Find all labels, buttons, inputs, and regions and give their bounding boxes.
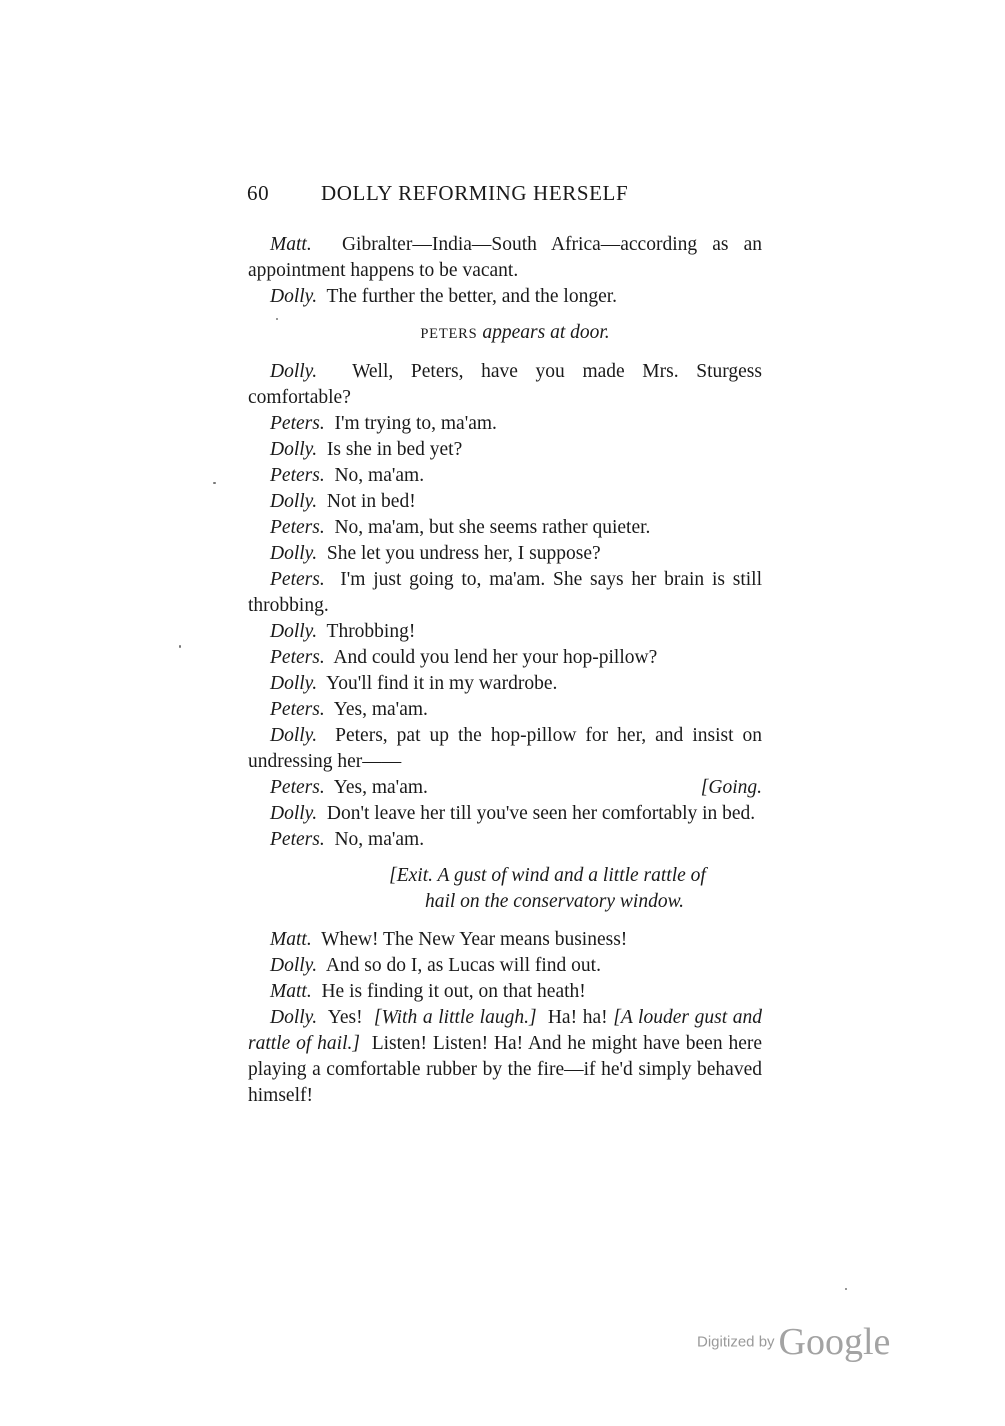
- speech-line: [248, 671, 762, 697]
- speaker-name: Dolly.: [270, 491, 318, 512]
- speech-text: Listen! Listen! Ha! And he might have been here playing a comfortable rubber by the fire—if he'd simply behaved himself!: [248, 1033, 762, 1106]
- speech-line: [248, 284, 762, 310]
- speech-text: Throbbing!: [326, 621, 416, 642]
- speaker-name: Peters.: [270, 569, 325, 590]
- running-header: [247, 181, 767, 206]
- speaker-name: Dolly.: [270, 621, 318, 642]
- speech-text: Yes, ma'am.: [333, 777, 428, 798]
- speaker-name: Matt.: [270, 981, 312, 1002]
- speech-line: [248, 927, 762, 953]
- page-number: 60: [247, 181, 270, 205]
- speaker-name: Peters.: [270, 777, 325, 798]
- speech-line: [248, 723, 762, 775]
- speech-line: [248, 359, 762, 411]
- speech-text: He is finding it out, on that heath!: [321, 981, 586, 1002]
- speech-line: [248, 437, 762, 463]
- speech-text: Yes, ma'am.: [333, 699, 428, 720]
- speech-text: Whew! The New Year means business!: [321, 929, 628, 950]
- scan-speck: [213, 482, 216, 484]
- speaker-name: Matt.: [270, 234, 312, 255]
- speaker-name: Dolly.: [270, 955, 318, 976]
- stage-direction-name: PETERS: [420, 326, 478, 342]
- scan-speck: [179, 645, 181, 648]
- speech-text: And so do I, as Lucas will find out.: [325, 955, 601, 976]
- speech-line: [248, 697, 762, 723]
- speech-text: I'm just going to, ma'am. She says her brain is still throbbing.: [248, 569, 762, 616]
- speaker-name: Dolly.: [270, 543, 318, 564]
- running-title: DOLLY REFORMING HERSELF: [321, 181, 629, 205]
- speech-text: Ha! ha!: [547, 1007, 608, 1028]
- exit-line-2: hail on the conservatory window.: [424, 891, 685, 912]
- speech-text: You'll find it in my wardrobe.: [326, 673, 558, 694]
- speech-line: [248, 619, 762, 645]
- speech-line: [248, 463, 762, 489]
- exit-line-1: [Exit. A gust of wind and a little rattle of: [389, 865, 706, 886]
- speech-line: [248, 775, 762, 801]
- speech-line: [248, 801, 762, 827]
- speech-line: [248, 953, 762, 979]
- google-logo: Google: [778, 1321, 891, 1363]
- speech-text: No, ma'am.: [334, 829, 425, 850]
- scan-speck: [276, 318, 278, 320]
- stage-direction: [248, 320, 762, 347]
- speaker-name: Matt.: [270, 929, 312, 950]
- speech-line: [248, 411, 762, 437]
- speech-text: And could you lend her your hop-pillow?: [333, 647, 658, 668]
- speech-line: [248, 645, 762, 671]
- speech-line: [248, 515, 762, 541]
- play-text: [248, 232, 762, 1109]
- speech-text: Gibralter—India—South Africa—according as an appointment happens to be vacant.: [248, 234, 762, 281]
- speech-line: [248, 541, 762, 567]
- speech-text: Don't leave her till you've seen her comfortably in bed.: [326, 803, 756, 824]
- digitized-by-text: Digitized by: [697, 1333, 775, 1351]
- speaker-name: Dolly.: [270, 361, 318, 382]
- speaker-name: Dolly.: [270, 286, 318, 307]
- stage-direction-going: [Going.: [700, 777, 762, 798]
- speech-text: Not in bed!: [326, 491, 416, 512]
- speech-text: The further the better, and the longer.: [326, 286, 618, 307]
- speaker-name: Peters.: [270, 829, 325, 850]
- speaker-name: Peters.: [270, 699, 325, 720]
- scan-speck: [845, 1288, 847, 1290]
- speaker-name: Dolly.: [270, 803, 318, 824]
- speech-text: Well, Peters, have you made Mrs. Sturgess comfortable?: [248, 361, 762, 408]
- speaker-name: Dolly.: [270, 725, 318, 746]
- speech-text: Is she in bed yet?: [326, 439, 463, 460]
- speaker-name: Dolly.: [270, 1007, 318, 1028]
- speech-text: No, ma'am, but she seems rather quieter.: [334, 517, 651, 538]
- speaker-name: Dolly.: [270, 673, 318, 694]
- speech-line: [248, 979, 762, 1005]
- speech-text: I'm trying to, ma'am.: [334, 413, 497, 434]
- speech-line: [248, 232, 762, 284]
- speaker-name: Peters.: [270, 413, 325, 434]
- inline-stage-direction: [A louder gust and rattle of hail.]: [248, 1007, 763, 1054]
- speaker-name: Peters.: [270, 517, 325, 538]
- google-watermark: [697, 1320, 890, 1364]
- speaker-name: Dolly.: [270, 439, 318, 460]
- speech-line: [248, 489, 762, 515]
- speaker-name: Peters.: [270, 647, 325, 668]
- speech-line: [248, 567, 762, 619]
- speech-text: No, ma'am.: [334, 465, 425, 486]
- speech-line: [248, 827, 762, 853]
- stage-direction-exit: [248, 863, 762, 915]
- speech-text: Yes!: [327, 1007, 363, 1028]
- speech-text: She let you undress her, I suppose?: [326, 543, 601, 564]
- stage-direction-text: appears at door.: [482, 322, 610, 343]
- speech-text: Peters, pat up the hop-pillow for her, and insist on undressing her——: [248, 725, 762, 772]
- speaker-name: Peters.: [270, 465, 325, 486]
- speech-line: [248, 1005, 762, 1109]
- inline-stage-direction: [With a little laugh.]: [373, 1007, 537, 1028]
